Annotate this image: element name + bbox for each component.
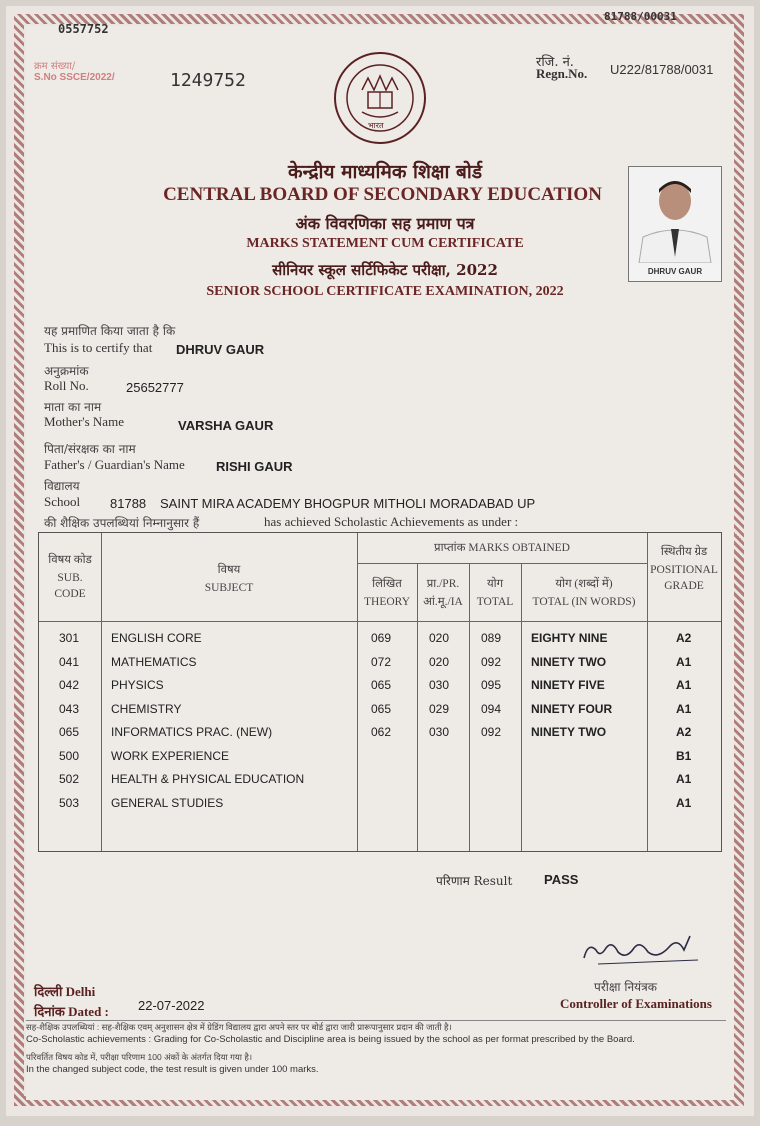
header-theory-english: THEORY <box>364 596 410 608</box>
cell-pr: 030 <box>429 678 450 692</box>
cbse-emblem <box>332 50 428 146</box>
header-subcode-en2: CODE <box>54 588 86 600</box>
cell-words: NINETY TWO <box>531 654 607 669</box>
sno-label-english: S.No SSCE/2022/ <box>34 72 115 83</box>
cell-code: 043 <box>59 701 80 716</box>
controller-english: Controller of Examinations <box>560 996 712 1011</box>
cell-grade: A2 <box>676 725 692 739</box>
exam-title-english: SENIOR SCHOOL CERTIFICATE EXAMINATION, 2022 <box>206 284 564 299</box>
note2-hindi: परिवर्तित विषय कोड में, परीक्षा परिणाम 100 अंकों के अंतर्गत दिया गया है। <box>26 1052 253 1062</box>
controller-hindi: परीक्षा नियंत्रक <box>594 980 657 994</box>
cell-grade: A1 <box>676 772 692 786</box>
cell-subject: ENGLISH CORE <box>111 631 202 645</box>
cell-total: 092 <box>481 654 502 669</box>
mother-label-english: Mother's Name <box>44 414 124 429</box>
roll-label-hindi: अनुक्रमांक <box>44 364 89 378</box>
school-name: SAINT MIRA ACADEMY BHOGPUR MITHOLI MORADABAD UP <box>160 496 536 511</box>
document-title-hindi: अंक विवरणिका सह प्रमाण पत्र <box>295 214 475 233</box>
signature-icon <box>578 930 708 970</box>
cell-theory: 069 <box>371 631 392 645</box>
header-words-hindi: योग (शब्दों में) <box>555 578 613 590</box>
cell-subject: INFORMATICS PRAC. (NEW) <box>111 725 273 739</box>
cell-grade: A1 <box>676 678 692 692</box>
roll-label-english: Roll No. <box>44 378 89 393</box>
cell-subject: CHEMISTRY <box>111 701 182 716</box>
cell-pr: 020 <box>429 654 450 669</box>
document-title-english: MARKS STATEMENT CUM CERTIFICATE <box>246 236 524 251</box>
candidate-photo <box>628 166 722 282</box>
header-words-english: TOTAL (IN WORDS) <box>532 596 636 608</box>
father-label-hindi: पिता/संरक्षक का नाम <box>44 442 136 456</box>
header-subcode-hindi: विषय कोड <box>48 554 92 566</box>
exam-title-hindi: सीनियर स्कूल सर्टिफिकेट परीक्षा, 2022 <box>272 261 498 279</box>
achieved-label-english: has achieved Scholastic Achievements as under : <box>264 514 519 529</box>
note1-english: Co-Scholastic achievements : Grading for Co-Scholastic and Discipline area is being issued by the school as per format prescribed by the Board. <box>26 1034 635 1045</box>
header-pr-hindi: प्रा./PR. <box>426 578 460 590</box>
father-name: RISHI GAUR <box>216 459 293 474</box>
roll-number: 25652777 <box>126 380 184 395</box>
marks-table <box>38 532 722 852</box>
header-theory-hindi: लिखित <box>372 578 402 590</box>
achieved-label-hindi: की शैक्षिक उपलब्धियां निम्नानुसार हैं <box>44 516 200 530</box>
candidate-name: DHRUV GAUR <box>176 342 265 357</box>
header-marks-obtained: प्राप्तांक MARKS OBTAINED <box>434 542 570 554</box>
mother-label-hindi: माता का नाम <box>44 400 102 414</box>
dated-label: दिनांक Dated : <box>34 1004 109 1019</box>
cell-grade: A1 <box>676 701 692 716</box>
note1-hindi: सह-शैक्षिक उपलब्धियां : सह-शैक्षिक एवम् अनुशासन क्षेत्र में ग्रेडिंग विद्यालय द्वारा अपने स्तर पर बोर्ड द्वारा जारी प्रारूपानुसार प्रदान की जाती है। <box>26 1022 452 1032</box>
cell-code: 502 <box>59 772 80 786</box>
father-label-english: Father's / Guardian's Name <box>44 457 185 472</box>
emblem-icon <box>332 50 428 146</box>
cell-words: EIGHTY NINE <box>531 631 608 645</box>
place-hindi: दिल्ली <box>34 984 63 999</box>
serial-top: 0557752 <box>58 22 109 36</box>
result-value: PASS <box>544 872 579 887</box>
cell-code: 065 <box>59 725 80 739</box>
header-grade-hindi: स्थितीय ग्रेड <box>660 546 708 558</box>
footer-divider <box>26 1020 726 1021</box>
photo-caption: DHRUV GAUR <box>647 267 703 276</box>
cell-total: 089 <box>481 631 502 645</box>
school-code: 81788 <box>110 496 147 511</box>
controller-signature <box>578 930 708 974</box>
header-subject-hindi: विषय <box>217 564 241 576</box>
cell-code: 042 <box>59 678 80 692</box>
issue-date: 22-07-2022 <box>138 998 205 1013</box>
cell-subject: GENERAL STUDIES <box>111 795 224 810</box>
cell-pr: 030 <box>429 725 450 739</box>
cell-grade: A1 <box>676 795 692 810</box>
cell-total: 095 <box>481 678 502 692</box>
ref-top-right: 81788/00031 <box>604 10 677 23</box>
cell-pr: 020 <box>429 631 450 645</box>
cell-code: 301 <box>59 631 80 645</box>
mother-name: VARSHA GAUR <box>178 418 274 433</box>
board-name-hindi: केन्द्रीय माध्यमिक शिक्षा बोर्ड <box>288 161 482 183</box>
board-name-english: CENTRAL BOARD OF SECONDARY EDUCATION <box>163 184 602 205</box>
regn-label-hindi: रजि. नं. <box>536 55 574 70</box>
cell-subject: HEALTH & PHYSICAL EDUCATION <box>111 772 305 786</box>
cell-subject: MATHEMATICS <box>111 654 197 669</box>
cell-words: NINETY FOUR <box>531 701 613 716</box>
person-photo-icon <box>629 167 721 263</box>
regn-label-english: Regn.No. <box>536 66 588 81</box>
cell-theory: 065 <box>371 678 392 692</box>
school-label-hindi: विद्यालय <box>44 479 80 493</box>
cell-words: NINETY FIVE <box>531 678 605 692</box>
cell-subject: WORK EXPERIENCE <box>111 748 230 763</box>
header-grade-en1: POSITIONAL <box>650 564 718 576</box>
header-pr-english: आं.मू./IA <box>423 596 463 608</box>
header-total-hindi: योग <box>486 578 504 590</box>
cell-subject: PHYSICS <box>111 678 164 692</box>
certify-label-hindi: यह प्रमाणित किया जाता है कि <box>44 324 176 338</box>
result-label: परिणाम Result <box>436 874 513 888</box>
sno-value: 1249752 <box>170 70 246 91</box>
certify-label-english: This is to certify that <box>44 340 153 355</box>
sno-label-hindi: क्रम संख्या/ <box>34 61 76 72</box>
regn-value: U222/81788/0031 <box>610 62 714 77</box>
cell-grade: A2 <box>676 631 692 645</box>
cell-theory: 062 <box>371 725 392 739</box>
cell-total: 094 <box>481 701 502 716</box>
cell-total: 092 <box>481 725 502 739</box>
cell-theory: 072 <box>371 654 392 669</box>
cell-code: 503 <box>59 795 80 810</box>
cell-grade: B1 <box>676 748 692 763</box>
header-grade-en2: GRADE <box>664 580 704 592</box>
cell-theory: 065 <box>371 701 392 716</box>
cell-pr: 029 <box>429 701 450 716</box>
cell-grade: A1 <box>676 654 692 669</box>
emblem-text: भारत <box>368 121 384 130</box>
place-english: Delhi <box>65 984 96 999</box>
school-label-english: School <box>44 494 81 509</box>
cell-code: 041 <box>59 654 80 669</box>
header-subject-english: SUBJECT <box>204 582 254 594</box>
header-total-english: TOTAL <box>476 596 514 608</box>
note2-english: In the changed subject code, the test result is given under 100 marks. <box>26 1064 319 1075</box>
cell-code: 500 <box>59 748 80 763</box>
header-subcode-en1: SUB. <box>57 572 83 584</box>
cell-words: NINETY TWO <box>531 725 607 739</box>
